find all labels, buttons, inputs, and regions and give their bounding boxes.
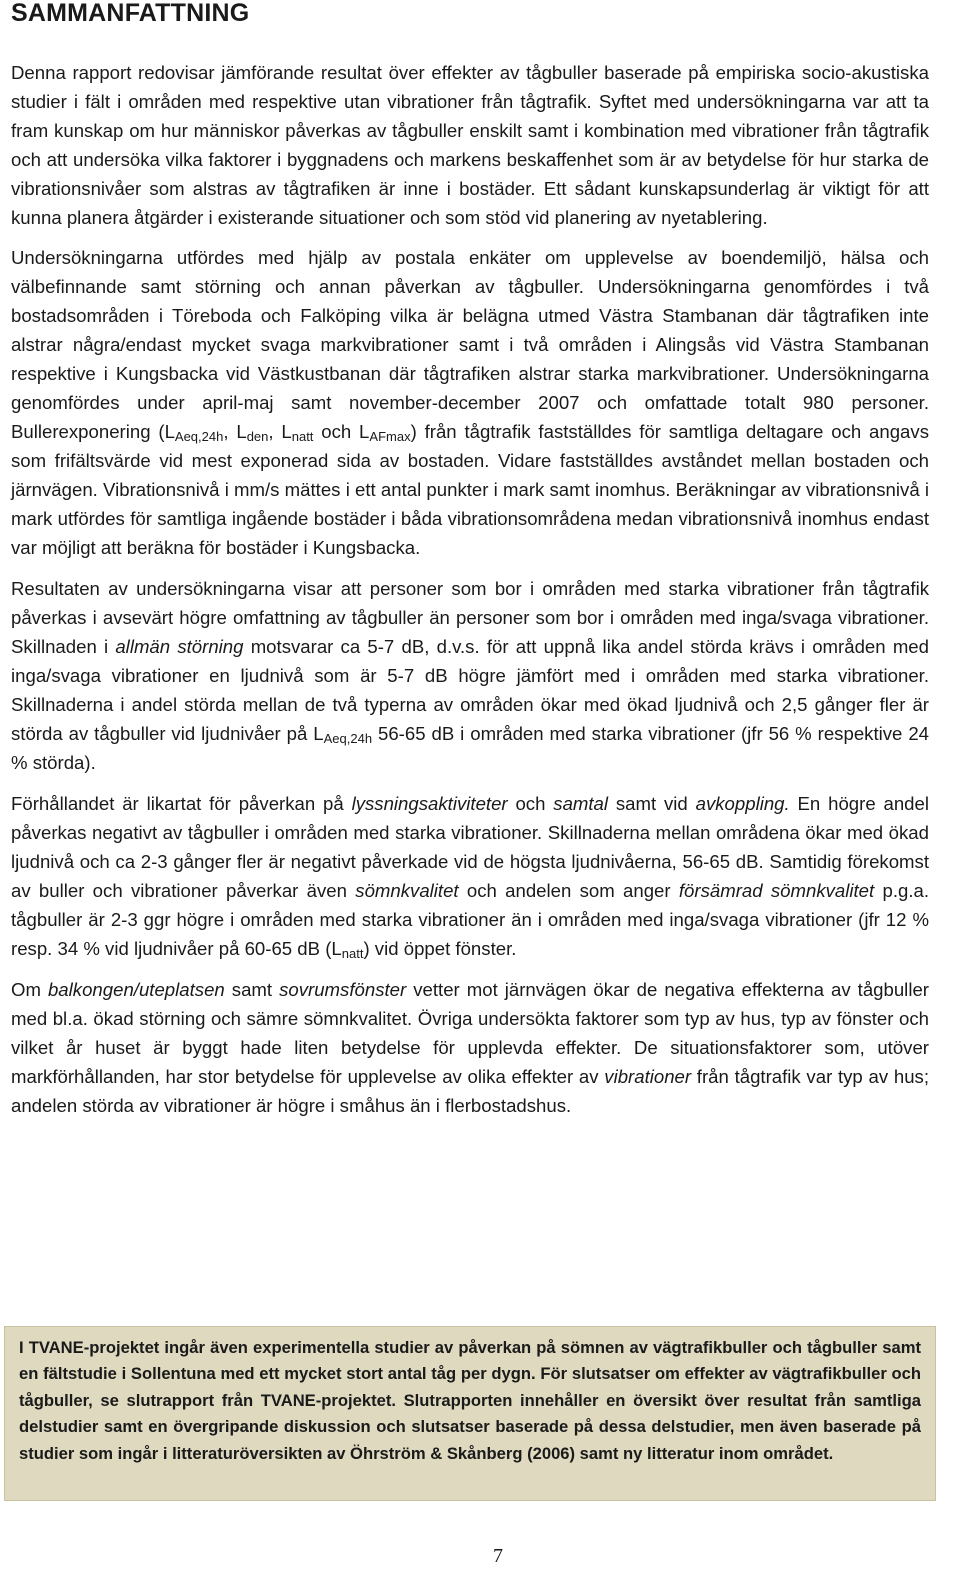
emphasis-text: lyssningsaktiviteter xyxy=(351,793,508,814)
paragraph-text: och andelen som anger xyxy=(458,880,679,901)
subscript: Aeq,24h xyxy=(323,731,373,746)
paragraph-text: Förhållandet är likartat för påverkan på xyxy=(11,793,352,814)
paragraph-text: Resultaten av undersökningarna visar att personer som bor i områden med starka vibrationer från tågtrafik påverkas i avsevärt högre omfattning av tågbuller än personer som bor i områden med inga/svaga vibrationer. Skillnaden i xyxy=(11,578,929,657)
paragraph-text: Om xyxy=(11,979,48,1000)
subscript: natt xyxy=(291,429,314,444)
paragraph-text: från tågtrafik var typ av hus; andelen störda av vibrationer är högre i småhus än i flerbostadshus. xyxy=(11,1066,929,1116)
note-text: I TVANE-projektet ingår även experimentella studier av påverkan på sömnen av vägtrafikbuller och tågbuller samt en fältstudie i Sollentuna med ett mycket stort antal tåg per dygn. För slutsatser om effekter av vägtrafikbuller och tågbuller, se slutrapport från TVANE-projektet. Slutrapporten innehåller en översikt över resultat från samtliga delstudier samt en övergripande diskussion och slutsatser baserade på dessa delstudier, men även baserade på studier som ingår i litteraturöversikten av Öhrström & Skånberg (2006) samt ny litteratur inom området. xyxy=(19,1338,921,1463)
emphasis-text: balkongen/uteplatsen xyxy=(47,979,225,1000)
paragraph-text: och xyxy=(507,793,554,814)
paragraph-text: ) från tågtrafik fastställdes för samtliga deltagare och angavs som frifältsvärde vid mest exponerad sida av bostaden. Vidare fastställdes avståndet mellan bostaden och järnvägen. Vibrationsnivå i mm/s mättes i ett antal punkter i mark samt inomhus. Beräkningar av vibrationsnivå i mark utfördes för samtliga ingående bostäder i båda vibrationsområdena medan vibrationsnivå inomhus endast var möjligt att beräkna för bostäder i Kungsbacka. xyxy=(11,421,929,558)
paragraph-text: Undersökningarna utfördes med hjälp av postala enkäter om upplevelse av boendemiljö, hälsa och välbefinnande samt störning och annan påverkan av tågbuller. Undersökningarna genomfördes i två bostadsområden i Töreboda och Falköping vilka är belägna utmed Västra Stambanan där tågtrafiken inte alstrar några/endast mycket svaga markvibrationer samt i två områden i Alingsås vid Västra Stambanan respektive i Kungsbacka vid Västkustbanan där tågtrafiken alstrar starka markvibrationer. Undersökningarna genomfördes under april-maj samt november-december 2007 och omfattade totalt 980 personer. Bullerexponering (L xyxy=(11,247,929,442)
paragraph-text: ) vid öppet fönster. xyxy=(363,938,517,959)
emphasis-text: samtal xyxy=(553,793,609,814)
paragraph-text: Denna rapport redovisar jämförande resultat över effekter av tågbuller baserade på empiriska socio-akustiska studier i fält i områden med respektive utan vibrationer från tågtrafik. Syftet med undersökningarna var att ta fram kunskap om hur människor påverkas av tågbuller enskilt samt i kombination med vibrationer från tågtrafik och att undersöka vilka faktorer i byggnadens och markens beskaffenhet som är av betydelse för hur starka de vibrationsnivåer som alstras av tågtrafiken är inne i bostäder. Ett sådant kunskapsunderlag är viktigt för att kunna planera åtgärder i existerande situationer och som stöd vid planering av nyetablering. xyxy=(11,62,929,228)
subscript: Aeq,24h xyxy=(174,429,224,444)
emphasis-text: avkoppling. xyxy=(695,793,790,814)
page-number: 7 xyxy=(493,1545,503,1567)
paragraph-text: motsvarar ca 5-7 dB, d.v.s. för att uppnå lika andel störda krävs i områden med inga/svaga vibrationer en ljudnivå som är 5-7 dB högre jämfört med i områden med starka vibrationer. Skillnaderna i andel störda mellan de två typerna av områden ökar med ökad ljudnivå och 2,5 gånger fler är störda av tågbuller vid ljudnivåer på L xyxy=(11,636,929,744)
subscript: AFmax xyxy=(369,429,411,444)
paragraph-text: vetter mot järnvägen ökar de negativa effekterna av tågbuller med bl.a. ökad störning och sämre sömnkvalitet. Övriga undersökta faktorer som typ av hus, typ av fönster och vilket år huset är byggt hade liten betydelse för upplevda effekter. De situationsfaktorer som, utöver markförhållanden, har stor betydelse för upplevelse av olika effekter av xyxy=(11,979,929,1087)
paragraph-purpose xyxy=(11,58,929,232)
paragraph-text: samt vid xyxy=(608,793,696,814)
emphasis-text: sovrumsfönster xyxy=(279,979,407,1000)
section-heading: SAMMANFATTNING xyxy=(11,0,250,27)
subscript: den xyxy=(246,429,269,444)
paragraph-results xyxy=(11,574,929,777)
paragraph-method xyxy=(11,243,929,562)
subscript: natt xyxy=(341,946,364,961)
emphasis-text: sömnkvalitet xyxy=(355,880,459,901)
paragraph-text: 56-65 dB i områden med starka vibrationer (jfr 56 % respektive 24 % störda). xyxy=(11,723,930,773)
emphasis-text: vibrationer xyxy=(604,1066,692,1087)
emphasis-text: allmän störning xyxy=(115,636,244,657)
document-page xyxy=(11,0,929,1120)
note-box xyxy=(4,1326,936,1501)
emphasis-text: försämrad sömnkvalitet xyxy=(678,880,875,901)
paragraph-text: , L xyxy=(268,421,292,442)
paragraph-text: En högre andel påverkas negativt av tågbuller i områden med starka vibrationer. Skillnaderna mellan områdena ökar med ökad ljudnivå och ca 2-3 gånger fler är negativt påverkade vid de högsta ljudnivåerna, 56-65 dB. Samtidig förekomst av buller och vibrationer påverkar även xyxy=(11,793,929,901)
paragraph-text: och L xyxy=(313,421,370,442)
paragraph-text: , L xyxy=(223,421,247,442)
paragraph-text: p.g.a. tågbuller är 2-3 ggr högre i områden med starka vibrationer än i områden med inga/svaga vibrationer (jfr 12 % resp. 34 % vid ljudnivåer på 60-65 dB (L xyxy=(11,880,930,959)
paragraph-text: samt xyxy=(224,979,280,1000)
paragraph-activities xyxy=(11,789,929,963)
paragraph-factors xyxy=(11,975,929,1120)
